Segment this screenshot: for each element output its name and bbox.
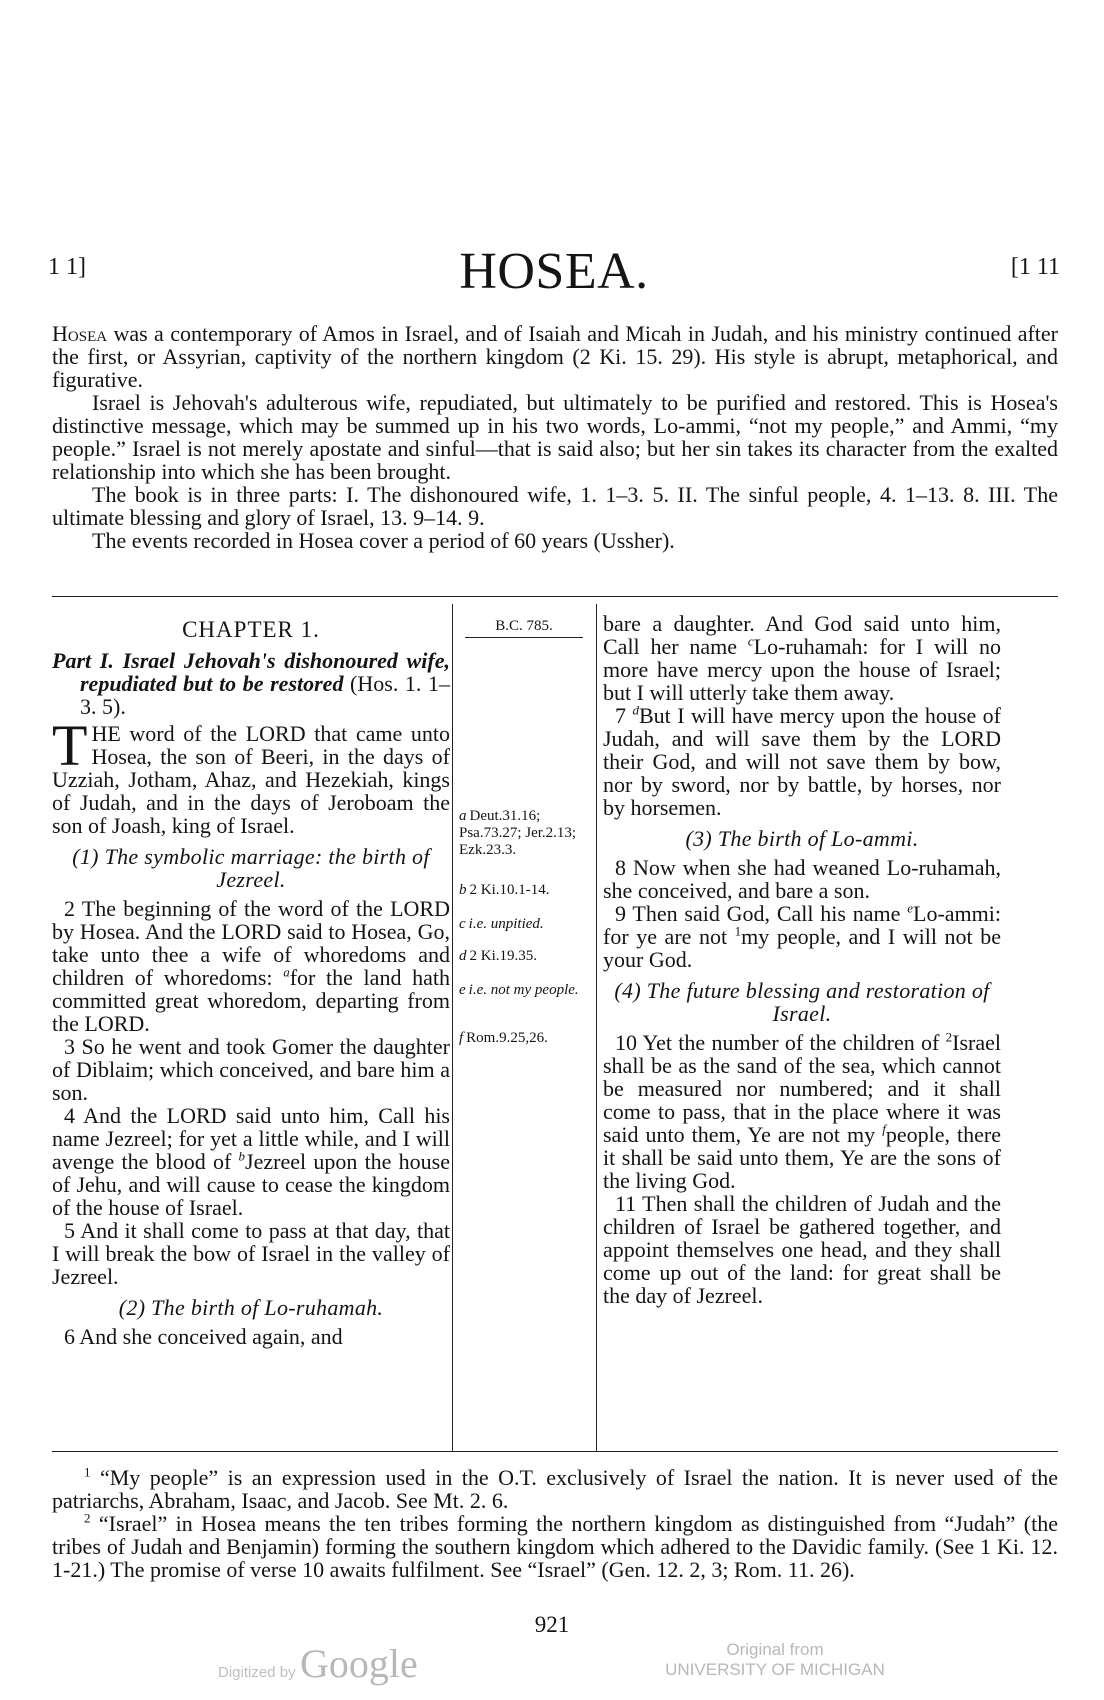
verse-4-rest: Jezreel upon the house of Jehu, and will cause to cease the kingdom of the house of Israel. xyxy=(52,1149,451,1220)
verse-5: 5 And it shall come to pass at that day, that I will break the bow of Israel in the valley of Jezreel. xyxy=(52,1218,450,1289)
section-heading-1: (1) The symbolic marriage: the birth of Jezreel. xyxy=(72,844,430,892)
verse-8: 8 Now when she had weaned Lo-ruhamah, she conceived, and bare a son. xyxy=(603,855,1001,903)
footnote-1: $^1$ “My people” is an expression used in the O.T. exclusively of Israel the nation. It is never used of the patriarchs, Abraham, Isaac, and Jacob. See Mt. 2. 6. xyxy=(52,1464,1058,1513)
verse-2 xyxy=(52,897,450,1035)
page-number: 921 xyxy=(534,1612,570,1637)
running-head-right: [1 11 xyxy=(1010,254,1060,280)
marginal-note-e: e i.e. not my people. xyxy=(459,982,579,998)
intro-paragraph-3: The book is in three parts: I. The dishonoured wife, 1. 1–3. 5. II. The sinful people, 4. 1–13. 8. III. The ultimate blessing and glory of Israel, 13. 9–14. 9. xyxy=(52,482,1058,530)
text-column-left xyxy=(52,612,450,1348)
part-heading-ref: (Hos. 1. 1–3. 5). xyxy=(80,671,450,719)
running-head-left: 1 1] xyxy=(48,254,86,280)
marginal-ref-b: b xyxy=(238,1148,246,1164)
institution-label: UNIVERSITY OF MICHIGAN xyxy=(665,1660,885,1679)
google-logo: Google xyxy=(300,1641,418,1686)
marginal-note-a: a Deut.31.16; Psa.73.27; Jer.2.13; Ezk.23.3. xyxy=(459,808,577,858)
intro-paragraph-1-text: was a contemporary of Amos in Israel, and of Isaiah and Micah in Judah, and his ministry continued after the first, or Assyrian, captivity of the northern kingdom (2 Ki. 15. 29). His style is abrupt, metaphorical, and figurative. xyxy=(52,321,1058,392)
verse-4-text: 4 And the LORD said unto him, Call his name Jezreel; for yet a little while, and I will avenge the blood of xyxy=(52,1103,450,1174)
chapter-heading: CHAPTER 1. xyxy=(182,617,320,642)
running-head xyxy=(48,242,1060,302)
marginal-note-d: d 2 Ki.19.35. xyxy=(459,948,537,964)
verse-9: 9 Then said God, Call his name $^e$Lo-ammi: for ye are not $^1$my people, and I will not be your God. xyxy=(603,900,1001,972)
digitized-watermark xyxy=(218,1640,418,1687)
marginal-references xyxy=(459,612,589,1046)
book-introduction xyxy=(52,322,1058,552)
part-heading xyxy=(52,649,450,718)
marginal-ref-c: c xyxy=(747,633,754,649)
part-heading-text: Part I. Israel Jehovah's dishonoured wife, repudiated but to be restored xyxy=(52,648,450,696)
verse-6-continued: bare a daughter. And God said unto him, Call her name $^c$Lo-ruhamah: for I will no more have mercy upon the house of Israel; but I will utterly take them away. xyxy=(603,611,1001,705)
column-divider-left xyxy=(452,604,453,1451)
intro-paragraph-2: Israel is Jehovah's adulterous wife, repudiated, but ultimately to be purified and restored. This is Hosea's distinctive message, which may be summed up in his two words, Lo-ammi, “not my people,” and Ammi, “my people.” Israel is not merely apostate and sinful—that is said also; but her sin takes its character from the exalted relationship into which she has been brought. xyxy=(52,390,1058,484)
marginal-ref-d: d xyxy=(632,702,639,718)
verse-6: 6 And she conceived again, and xyxy=(64,1324,343,1349)
original-from-label: Original from xyxy=(726,1640,824,1659)
digitized-by-label: Digitized by xyxy=(218,1664,296,1681)
verse-2-rest: for the land hath committed great whoredom, departing from the LORD. xyxy=(52,965,450,1036)
verse-1 xyxy=(52,713,450,838)
intro-paragraph-4: The events recorded in Hosea cover a period of 60 years (Ussher). xyxy=(92,528,675,553)
verse-4 xyxy=(52,1104,450,1219)
marginal-ref-f: f xyxy=(882,1121,886,1137)
text-column-right xyxy=(603,612,1001,1307)
section-heading-3: (3) The birth of Lo-ammi. xyxy=(685,826,919,851)
top-column-rule xyxy=(52,596,1058,597)
verse-1-text: HE word of the LORD that came unto Hosea, the son of Beeri, in the days of Uzziah, Jotham, Ahaz, and Hezekiah, kings of Judah, and in the days of Jeroboam the son of Joash, king of Israel. xyxy=(52,721,450,838)
book-title: HOSEA. xyxy=(459,243,649,300)
section-heading-2: (2) The birth of Lo-ruhamah. xyxy=(118,1295,384,1320)
intro-paragraph-1 xyxy=(52,322,1058,391)
marginal-note-b: b 2 Ki.10.1-14. xyxy=(459,882,550,898)
verse-2-text: 2 The beginning of the word of the LORD by Hosea. And the LORD said to Hosea, Go, take unto thee a wife of whoredoms and children of whoredoms: xyxy=(52,896,450,990)
source-watermark xyxy=(655,1640,895,1680)
marginal-ref-e: e xyxy=(907,900,914,916)
footnotes xyxy=(52,1466,1058,1581)
marginal-note-c: c i.e. unpitied. xyxy=(459,916,544,932)
verse-7: 7 $^d$But I will have mercy upon the house of Judah, and will save them by the LORD their God, and will not save them by bow, nor by sword, nor by battle, by horses, nor by horsemen. xyxy=(603,702,1001,820)
marginal-ref-a: a xyxy=(283,964,290,980)
footnote-ref-2: 2 xyxy=(945,1029,953,1045)
marginal-note-f: f Rom.9.25,26. xyxy=(459,1030,548,1046)
verse-10: 10 Yet the number of the children of $^2$Israel shall be as the sand of the sea, which cannot be measured nor numbered; and it shall come to pass, that in the place where it was said unto them, Ye are not my $^f$people, there it shall be said unto them, Ye are the sons of the living God. xyxy=(603,1029,1001,1193)
section-heading-4: (4) The future blessing and restoration of Israel. xyxy=(614,978,990,1026)
drop-cap: T xyxy=(52,713,88,778)
bottom-column-rule xyxy=(52,1451,1058,1452)
verse-11: 11 Then shall the children of Judah and the children of Israel be gathered together, and appoint themselves one head, and they shall come up out of the land: for great shall be the day of Jezreel. xyxy=(603,1191,1001,1308)
date-reference: B.C. 785. xyxy=(465,618,583,638)
intro-lead-word: Hosea xyxy=(52,321,108,346)
footnote-ref-1: 1 xyxy=(734,923,742,939)
footnote-2: $^2$ “Israel” in Hosea means the ten tribes forming the northern kingdom as distinguished from “Judah” (the tribes of Judah and Benjamin) forming the southern kingdom which adhered to the Davidic family. (See 1 Ki. 12. 1-21.) The promise of verse 10 awaits fulfilment. See “Israel” (Gen. 12. 2, 3; Rom. 11. 26). xyxy=(52,1510,1058,1582)
column-divider-right xyxy=(596,604,597,1451)
verse-3: 3 So he went and took Gomer the daughter of Diblaim; which conceived, and bare him a son. xyxy=(52,1034,450,1105)
